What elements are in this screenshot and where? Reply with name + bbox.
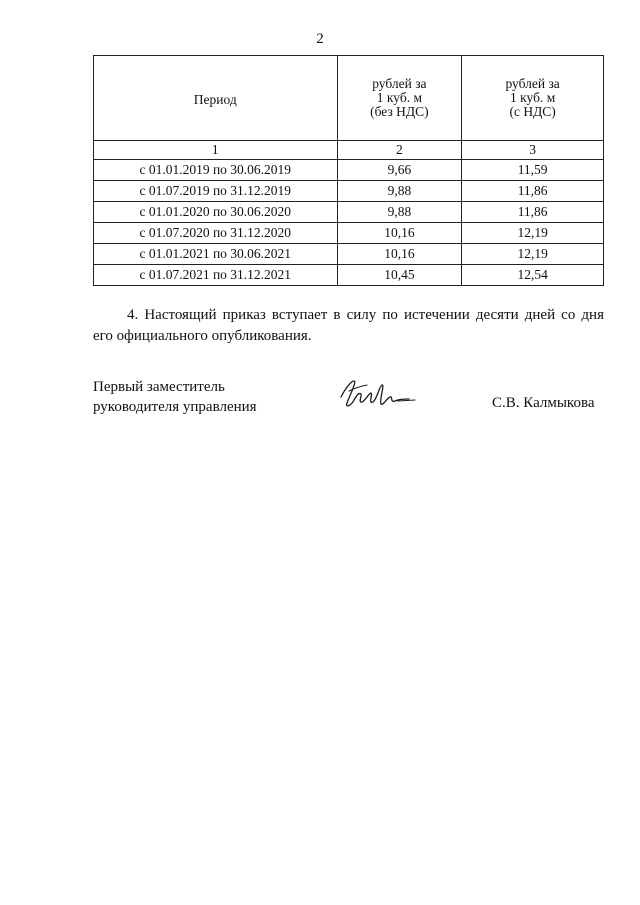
signatory-name: С.В. Калмыкова <box>492 395 595 411</box>
clause-line: 4. Настоящий приказ вступает в силу по истечении десяти дней со дня <box>127 307 604 323</box>
column-number: 3 <box>462 141 604 160</box>
page-number: 2 <box>316 31 324 47</box>
tariff-table <box>93 55 604 286</box>
header-period: Период <box>94 56 338 141</box>
header-price-no-vat-line: 1 куб. м <box>376 89 422 105</box>
cell-price-no-vat: 9,88 <box>337 202 462 223</box>
table-row <box>94 202 604 223</box>
handwritten-signature <box>335 375 420 417</box>
cell-price-vat: 12,54 <box>462 265 604 286</box>
cell-period: с 01.07.2020 по 31.12.2020 <box>94 223 338 244</box>
header-price-vat-line: (с НДС) <box>509 104 556 120</box>
cell-period: с 01.07.2019 по 31.12.2019 <box>94 181 338 202</box>
signatory-title-line: Первый заместитель <box>93 379 225 395</box>
cell-price-no-vat: 10,16 <box>337 244 462 265</box>
clause-paragraph <box>93 305 604 347</box>
cell-period: с 01.01.2020 по 30.06.2020 <box>94 202 338 223</box>
table-header-row <box>94 56 604 141</box>
cell-price-vat: 11,86 <box>462 202 604 223</box>
header-price-vat-line: 1 куб. м <box>510 89 556 105</box>
column-number-row <box>94 141 604 160</box>
column-number: 1 <box>94 141 338 160</box>
cell-period: с 01.07.2021 по 31.12.2021 <box>94 265 338 286</box>
cell-period: с 01.01.2021 по 30.06.2021 <box>94 244 338 265</box>
cell-price-no-vat: 9,88 <box>337 181 462 202</box>
column-number: 2 <box>337 141 462 160</box>
table-row <box>94 244 604 265</box>
signatory-title-line: руководителя управления <box>93 399 257 415</box>
table-row <box>94 265 604 286</box>
header-price-vat <box>462 56 604 141</box>
cell-period: с 01.01.2019 по 30.06.2019 <box>94 160 338 181</box>
header-price-vat-line: рублей за <box>505 75 560 91</box>
header-price-no-vat-line: рублей за <box>372 75 427 91</box>
clause-line: его официального опубликования. <box>93 328 312 344</box>
cell-price-vat: 11,86 <box>462 181 604 202</box>
signatory-title <box>93 377 257 417</box>
cell-price-no-vat: 10,16 <box>337 223 462 244</box>
cell-price-no-vat: 9,66 <box>337 160 462 181</box>
table-row <box>94 181 604 202</box>
header-price-no-vat <box>337 56 462 141</box>
header-price-no-vat-line: (без НДС) <box>370 104 429 120</box>
cell-price-vat: 12,19 <box>462 244 604 265</box>
table-row <box>94 223 604 244</box>
cell-price-vat: 11,59 <box>462 160 604 181</box>
cell-price-no-vat: 10,45 <box>337 265 462 286</box>
cell-price-vat: 12,19 <box>462 223 604 244</box>
table-row <box>94 160 604 181</box>
